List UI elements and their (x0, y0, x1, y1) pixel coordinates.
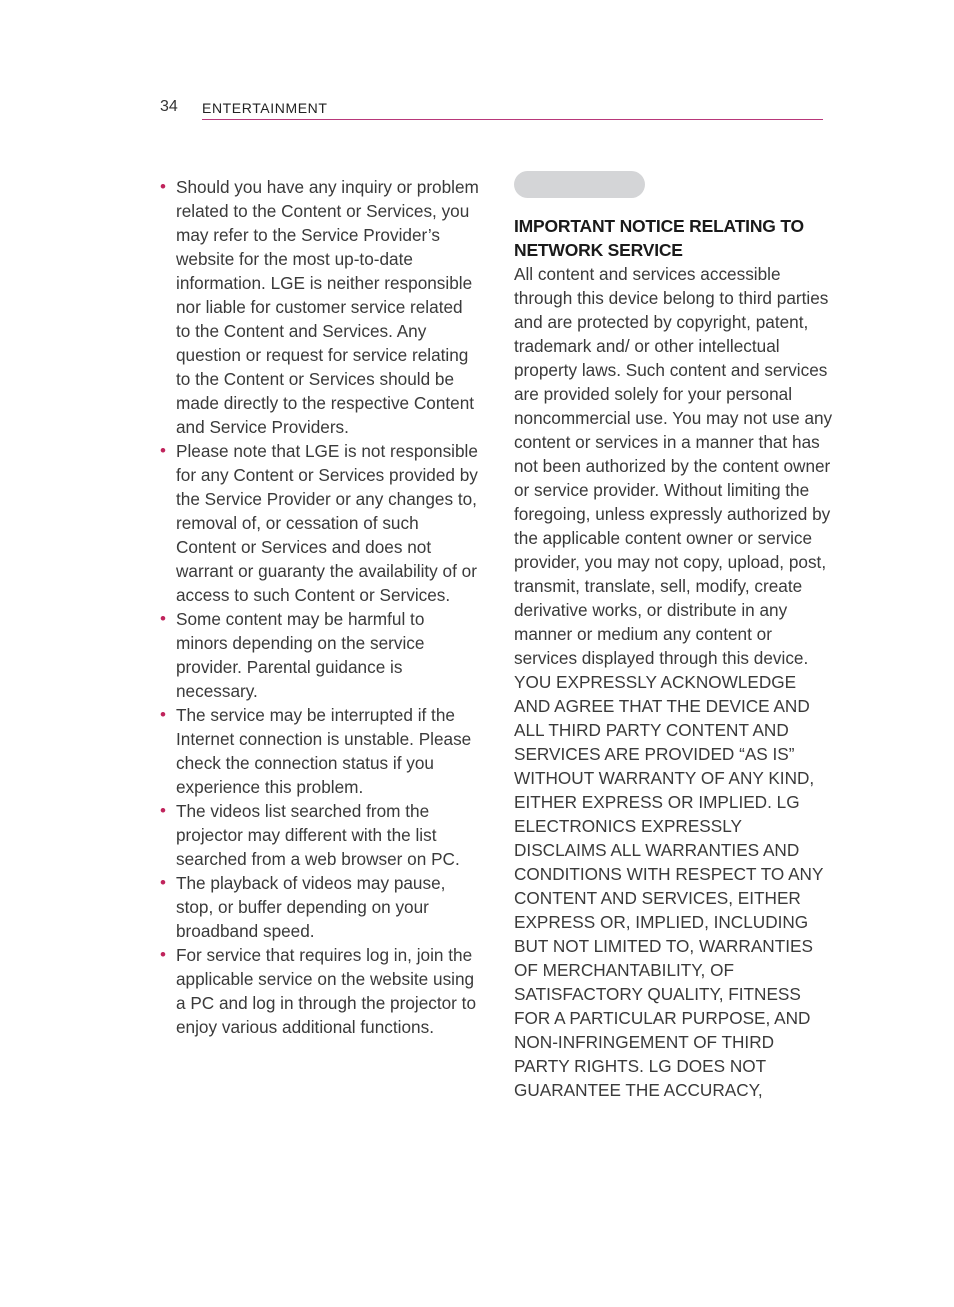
bullet-icon: • (160, 177, 166, 196)
header-divider (202, 119, 823, 120)
bullet-icon: • (160, 801, 166, 820)
list-item-text: Please note that LGE is not responsible for any Content or Services provided by the Service Provider or any changes to, removal of, or cessation of such Content or Services and does not warrant or guaranty the availability of or access to such Content or Services. (176, 441, 478, 605)
bullet-icon: • (160, 873, 166, 892)
list-item (160, 607, 480, 703)
bullet-icon: • (160, 705, 166, 724)
list-item (160, 175, 480, 439)
right-column (514, 171, 834, 1102)
left-column (160, 175, 480, 1039)
list-item-text: The service may be interrupted if the Internet connection is unstable. Please check the connection status if you experience this problem. (176, 705, 472, 797)
list-item (160, 871, 480, 943)
list-item-text: Should you have any inquiry or problem related to the Content or Services, you may refer to the Service Provider’s website for the most up-to-date information. LGE is neither responsible nor liable for customer service related to the Content and Services. Any question or request for service relating to the Content or Services should be made directly to the respective Content and Service Providers. (176, 177, 479, 437)
list-item (160, 439, 480, 607)
list-item (160, 943, 480, 1039)
bullet-icon: • (160, 441, 166, 460)
list-item-text: For service that requires log in, join the applicable service on the website using a PC and log in through the projector to enjoy various additional functions. (176, 945, 477, 1037)
list-item-text: The videos list searched from the projector may different with the list searched from a web browser on PC. (176, 801, 460, 869)
list-item-text: Some content may be harmful to minors depending on the service provider. Parental guidance is necessary. (176, 609, 425, 701)
section-title: ENTERTAINMENT (202, 100, 328, 116)
notice-label-pill (514, 171, 645, 198)
bullet-icon: • (160, 945, 166, 964)
notes-bullet-list (160, 175, 480, 1039)
notice-heading: IMPORTANT NOTICE RELATING TO NETWORK SERVICE (514, 216, 804, 260)
list-item (160, 703, 480, 799)
list-item (160, 799, 480, 871)
list-item-text: The playback of videos may pause, stop, or buffer depending on your broadband speed. (176, 873, 446, 941)
page-number: 34 (160, 98, 178, 115)
notice-body: All content and services accessible through this device belong to third parties and are protected by copyright, patent, trademark and/ or other intellectual property laws. Such content and services are provided solely for your personal noncommercial use. You may not use any content or services in a manner that has not been authorized by the content owner or service provider. Without limiting the foregoing, unless expressly authorized by the applicable content owner or service provider, you may not copy, upload, post, transmit, translate, sell, modify, create derivative works, or distribute in any manner or medium any content or services displayed through this device. YOU EXPRESSLY ACKNOWLEDGE AND AGREE THAT THE DEVICE AND ALL THIRD PARTY CONTENT AND SERVICES ARE PROVIDED “AS IS” WITHOUT WARRANTY OF ANY KIND, EITHER EXPRESS OR IMPLIED. LG ELECTRONICS EXPRESSLY DISCLAIMS ALL WARRANTIES AND CONDITIONS WITH RESPECT TO ANY CONTENT AND SERVICES, EITHER EXPRESS OR, IMPLIED, INCLUDING BUT NOT LIMITED TO, WARRANTIES OF MERCHANTABILITY, OF SATISFACTORY QUALITY, FITNESS FOR A PARTICULAR PURPOSE, AND NON-INFRINGEMENT OF THIRD PARTY RIGHTS. LG DOES NOT GUARANTEE THE ACCURACY, (514, 264, 833, 1100)
bullet-icon: • (160, 609, 166, 628)
page-header (160, 98, 823, 120)
